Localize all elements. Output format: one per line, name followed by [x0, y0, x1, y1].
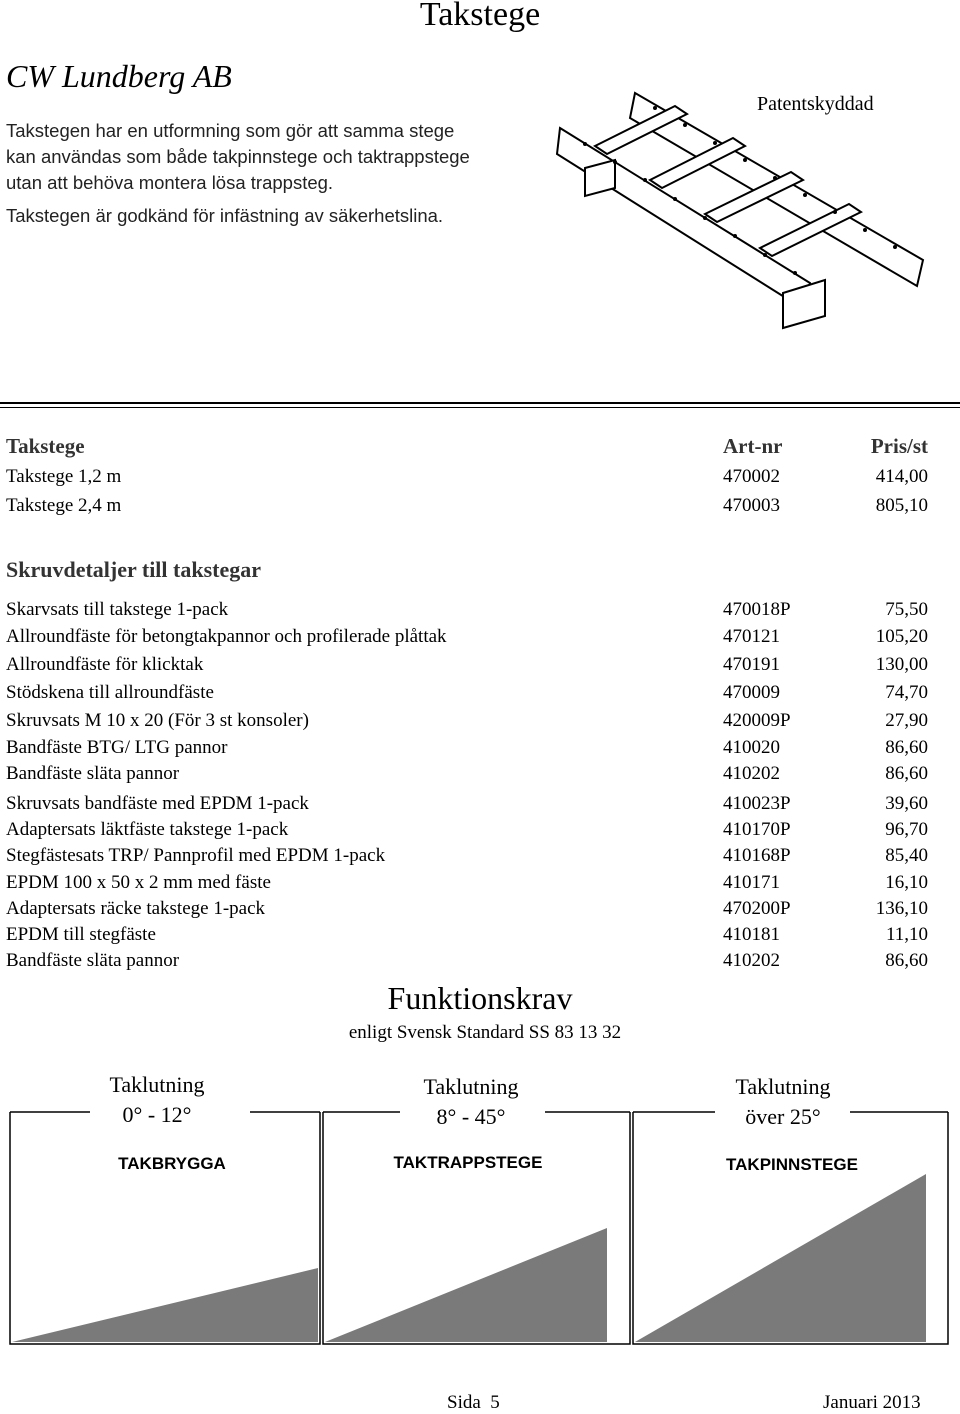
- slope-label-1: [57, 1070, 257, 1130]
- slope-label-text: Taklutning: [735, 1074, 831, 1099]
- slope-range: över 25°: [745, 1104, 821, 1129]
- header-art: Art-nr: [723, 434, 783, 458]
- table-row: [0, 819, 960, 843]
- item-price: 75,50: [885, 599, 928, 620]
- item-name: Adaptersats läktfäste takstege 1-pack: [6, 819, 289, 840]
- table-row: [0, 898, 960, 922]
- item-art: 410181: [723, 924, 780, 945]
- slope-name-takbrygga: TAKBRYGGA: [118, 1154, 226, 1173]
- item-art: 470018P: [723, 599, 791, 620]
- item-art: 410202: [723, 950, 780, 971]
- table-row: [0, 737, 960, 761]
- patent-note: Patentskyddad: [757, 93, 874, 115]
- item-price: 27,90: [885, 710, 928, 731]
- page-number: Sida 5: [447, 1392, 500, 1413]
- slope-range: 0° - 12°: [122, 1102, 192, 1127]
- item-name: Stödskena till allroundfäste: [6, 682, 214, 703]
- header-price: Pris/st: [870, 434, 928, 458]
- item-art: 410202: [723, 763, 780, 784]
- table-row: [0, 793, 960, 817]
- item-name: Skarvsats till takstege 1-pack: [6, 599, 229, 620]
- slope-label-3: [683, 1072, 883, 1132]
- item-name: Bandfäste släta pannor: [6, 950, 180, 971]
- header-name: Takstege: [6, 434, 85, 458]
- slope-takpinnstege: [635, 1174, 926, 1342]
- item-art: 410023P: [723, 793, 791, 814]
- intro-approval: Takstegen är godkänd för infästning av säkerhetslina.: [6, 205, 444, 226]
- item-art: 470003: [723, 495, 780, 516]
- section-title: Skruvdetaljer till takstegar: [6, 557, 262, 582]
- slope-name-takpinnstege: TAKPINNSTEGE: [726, 1155, 858, 1174]
- item-price: 85,40: [885, 845, 928, 866]
- item-art: 470009: [723, 682, 780, 703]
- item-name: Takstege 1,2 m: [6, 466, 122, 487]
- slope-name-taktrappstege: TAKTRAPPSTEGE: [393, 1153, 543, 1172]
- item-price: 74,70: [885, 682, 928, 703]
- item-price: 11,10: [885, 924, 928, 945]
- slope-taktrappstege: [325, 1228, 607, 1342]
- table-row: [0, 466, 960, 490]
- item-price: 96,70: [885, 819, 928, 840]
- item-art: 410020: [723, 737, 780, 758]
- item-price: 136,10: [875, 898, 928, 919]
- slope-range: 8° - 45°: [436, 1104, 506, 1129]
- function-title: Funktionskrav: [387, 980, 573, 1016]
- table-row: [0, 950, 960, 974]
- item-name: EPDM till stegfäste: [6, 924, 156, 945]
- ladder-illustration: [555, 88, 935, 333]
- item-art: 470121: [723, 626, 780, 647]
- item-price: 805,10: [875, 495, 928, 516]
- item-price: 130,00: [875, 654, 928, 675]
- page-date: Januari 2013: [823, 1392, 921, 1413]
- intro-line-3: utan att behöva montera lösa trappsteg.: [6, 172, 334, 193]
- table-row: [0, 682, 960, 706]
- table-row: [0, 763, 960, 787]
- function-subtitle: enligt Svensk Standard SS 83 13 32: [348, 1022, 622, 1043]
- item-name: Bandfäste BTG/ LTG pannor: [6, 737, 228, 758]
- item-price: 86,60: [885, 763, 928, 784]
- item-art: 410171: [723, 872, 780, 893]
- table-row: [0, 599, 960, 623]
- table-row: [0, 872, 960, 896]
- item-name: Adaptersats räcke takstege 1-pack: [6, 898, 266, 919]
- table-row: [0, 924, 960, 948]
- company-name: CW Lundberg AB: [6, 58, 232, 94]
- item-art: 410170P: [723, 819, 791, 840]
- item-price: 105,20: [875, 626, 928, 647]
- item-name: Bandfäste släta pannor: [6, 763, 180, 784]
- item-name: Takstege 2,4 m: [6, 495, 122, 516]
- divider: [0, 402, 960, 404]
- item-price: 39,60: [885, 793, 928, 814]
- item-name: Skruvsats bandfäste med EPDM 1-pack: [6, 793, 309, 814]
- table-row: [0, 654, 960, 678]
- item-art: 470191: [723, 654, 780, 675]
- item-price: 86,60: [885, 737, 928, 758]
- table-row: [0, 710, 960, 734]
- item-name: Skruvsats M 10 x 20 (För 3 st konsoler): [6, 710, 309, 731]
- item-price: 86,60: [885, 950, 928, 971]
- table-row: [0, 626, 960, 650]
- slope-label-text: Taklutning: [423, 1074, 519, 1099]
- item-price: 414,00: [875, 466, 928, 487]
- table-row: [0, 845, 960, 869]
- item-name: Stegfästesats TRP/ Pannprofil med EPDM 1-pack: [6, 845, 386, 866]
- item-price: 16,10: [885, 872, 928, 893]
- item-art: 470200P: [723, 898, 791, 919]
- intro-line-1: Takstegen har en utformning som gör att samma stege: [6, 120, 455, 141]
- table-header: [0, 434, 960, 458]
- divider: [0, 407, 960, 408]
- item-name: Allroundfäste för klicktak: [6, 654, 204, 675]
- page-title: Takstege: [419, 0, 541, 33]
- item-art: 410168P: [723, 845, 791, 866]
- item-art: 420009P: [723, 710, 791, 731]
- item-name: EPDM 100 x 50 x 2 mm med fäste: [6, 872, 271, 893]
- intro-line-2: kan användas som både takpinnstege och taktrappstege: [6, 146, 470, 167]
- slope-label-text: Taklutning: [109, 1072, 205, 1097]
- item-art: 470002: [723, 466, 780, 487]
- slope-label-2: [371, 1072, 571, 1132]
- item-name: Allroundfäste för betongtakpannor och profilerade plåttak: [6, 626, 447, 647]
- table-row: [0, 495, 960, 519]
- slope-takbrygga: [12, 1268, 318, 1342]
